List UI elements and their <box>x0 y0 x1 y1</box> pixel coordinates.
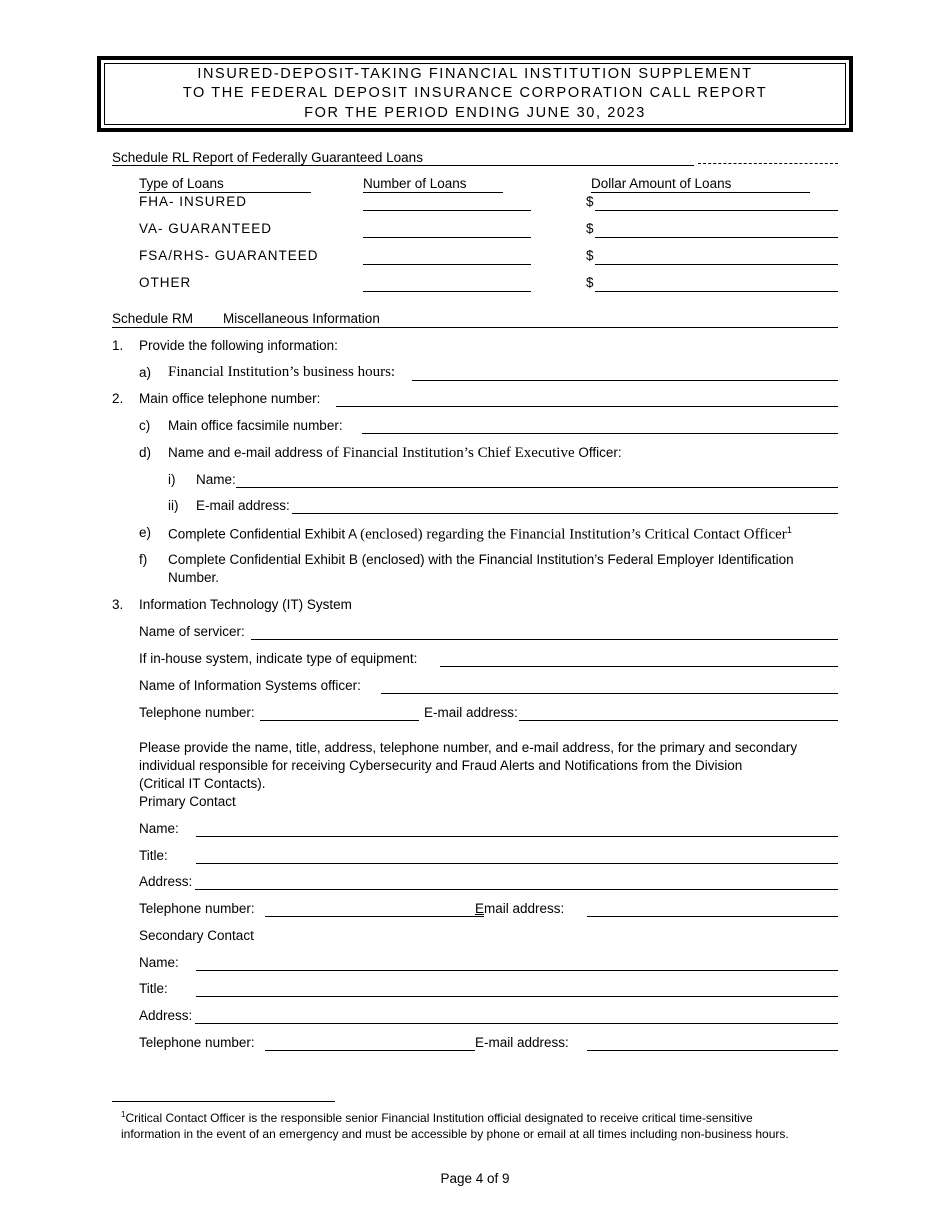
secondary-name-label: Name: <box>139 955 179 970</box>
ceo-name-label: Name: <box>196 472 236 487</box>
q2d-ii-numeral: ii) <box>168 498 179 513</box>
critical-it-para-line3: (Critical IT Contacts). <box>139 776 266 791</box>
secondary-title-label: Title: <box>139 981 168 996</box>
primary-address-field[interactable] <box>195 889 838 890</box>
is-officer-label: Name of Information Systems officer: <box>139 678 361 693</box>
loan-type-va: VA- GUARANTEED <box>139 221 273 236</box>
q2d-letter: d) <box>139 445 152 460</box>
primary-name-field[interactable] <box>196 836 838 837</box>
primary-email-label <box>475 901 564 916</box>
secondary-email-field[interactable] <box>587 1050 838 1051</box>
servicer-field[interactable] <box>251 639 838 640</box>
page-number: Page 4 of 9 <box>440 1171 510 1186</box>
q2d-i-numeral: i) <box>168 472 176 487</box>
main-fax-field[interactable] <box>362 433 838 434</box>
secondary-phone-label: Telephone number: <box>139 1035 255 1050</box>
critical-it-para-line2: individual responsible for receiving Cybersecurity and Fraud Alerts and Notifications from the Division <box>139 758 743 773</box>
q2e-letter: e) <box>139 525 152 540</box>
equipment-field[interactable] <box>440 666 838 667</box>
q1-number: 1. <box>112 338 124 353</box>
business-hours-field[interactable] <box>412 380 838 381</box>
q1-text: Provide the following information: <box>139 338 338 353</box>
primary-title-label: Title: <box>139 848 168 863</box>
primary-title-field[interactable] <box>196 863 838 864</box>
secondary-email-label: E-mail address: <box>475 1035 569 1050</box>
col-type-header: Type of Loans <box>139 176 224 191</box>
it-phone-label: Telephone number: <box>139 705 255 720</box>
q2e-text-a: Complete Confidential Exhibit A <box>168 526 361 542</box>
q2f-text-b: ’s Federal Employer Identification <box>594 552 794 567</box>
col-number-rule <box>363 192 503 193</box>
fha-dollar-sign: $ <box>586 194 594 209</box>
footnote <box>121 1107 841 1142</box>
other-amount-field[interactable] <box>595 291 838 292</box>
secondary-contact-title: Secondary Contact <box>139 928 254 943</box>
q2-number: 2. <box>112 391 124 406</box>
fsa-number-field[interactable] <box>363 264 531 265</box>
loan-type-fsa: FSA/RHS- GUARANTEED <box>139 248 319 263</box>
q3-number: 3. <box>112 597 124 612</box>
fha-number-field[interactable] <box>363 210 531 211</box>
q2f-text-line1 <box>168 552 794 567</box>
col-amount-header: Dollar Amount of Loans <box>591 176 732 191</box>
q2f-text-line2: Number. <box>168 570 220 585</box>
secondary-address-field[interactable] <box>195 1023 838 1024</box>
va-amount-field[interactable] <box>595 237 838 238</box>
secondary-name-field[interactable] <box>196 970 838 971</box>
q2-label: Main office telephone number: <box>139 391 321 406</box>
q2e-text <box>168 525 792 544</box>
q2d-text-c: Officer: <box>578 445 622 460</box>
schedule-rl-title-rule <box>112 165 694 166</box>
header-line-2: TO THE FEDERAL DEPOSIT INSURANCE CORPORATION CALL REPORT <box>182 85 768 102</box>
loan-type-other: OTHER <box>139 275 192 290</box>
va-dollar-sign: $ <box>586 221 594 236</box>
footnote-line2: information in the event of an emergency and must be accessible by phone or email at all times including non-business hours. <box>121 1127 789 1141</box>
q2d-text <box>168 445 622 462</box>
q2d-text-b: of Financial Institution’s Chief Executive <box>326 445 579 461</box>
secondary-title-field[interactable] <box>196 996 838 997</box>
it-email-field[interactable] <box>519 720 838 721</box>
fha-amount-field[interactable] <box>595 210 838 211</box>
primary-email-field[interactable] <box>587 916 838 917</box>
schedule-rm-rule <box>112 327 838 328</box>
q2d-text-a: Name and e-mail address <box>168 445 327 460</box>
col-type-rule <box>139 192 311 193</box>
primary-phone-label: Telephone number: <box>139 901 255 916</box>
primary-contact-title: Primary Contact <box>139 794 236 809</box>
q1a-label: Financial Institution’s business hours: <box>168 364 396 380</box>
ceo-email-label: E-mail address: <box>196 498 290 513</box>
va-number-field[interactable] <box>363 237 531 238</box>
secondary-address-label: Address: <box>139 1008 193 1023</box>
schedule-rl-blank[interactable] <box>698 163 838 164</box>
ceo-name-field[interactable] <box>236 487 838 488</box>
primary-name-label: Name: <box>139 821 179 836</box>
main-phone-field[interactable] <box>336 406 838 407</box>
primary-address-label: Address: <box>139 874 193 889</box>
q3-title: Information Technology (IT) System <box>139 597 352 612</box>
equipment-label: If in-house system, indicate type of equipment: <box>139 651 418 666</box>
q2c-label: Main office facsimile number: <box>168 418 343 433</box>
q2f-text-a: Complete Confidential Exhibit B (enclosed) with the Financial Institution <box>168 552 595 567</box>
is-officer-field[interactable] <box>381 693 838 694</box>
footnote-rule <box>112 1101 335 1102</box>
secondary-phone-field[interactable] <box>265 1050 475 1051</box>
header-inner <box>104 63 846 125</box>
header-line-3: FOR THE PERIOD ENDING JUNE 30, 2023 <box>304 104 646 121</box>
critical-it-para-line1: Please provide the name, title, address, telephone number, and e-mail address, for the primary and secondary <box>139 740 798 755</box>
primary-email-label-e: E <box>475 901 485 916</box>
footnote-marker: 1 <box>121 1110 126 1119</box>
col-number-header: Number of Loans <box>363 176 467 191</box>
ceo-email-field[interactable] <box>292 513 838 514</box>
header-box <box>97 56 853 132</box>
footnote-ref: 1 <box>786 525 792 535</box>
q2e-text-b: (enclosed) regarding the Financial Institution’s Critical Contact Officer <box>360 526 787 543</box>
primary-email-label-rest: mail address: <box>484 901 565 916</box>
loan-type-fha: FHA- INSURED <box>139 194 248 209</box>
q2c-letter: c) <box>139 418 151 433</box>
primary-phone-field[interactable] <box>265 916 484 917</box>
it-email-label: E-mail address: <box>424 705 518 720</box>
it-phone-field[interactable] <box>260 720 419 721</box>
fsa-dollar-sign: $ <box>586 248 594 263</box>
other-number-field[interactable] <box>363 291 531 292</box>
col-amount-rule <box>591 192 810 193</box>
q1a-letter: a) <box>139 365 152 380</box>
schedule-rm-title: Miscellaneous Information <box>223 311 380 326</box>
schedule-rm-code: Schedule RM <box>112 311 194 326</box>
servicer-label: Name of servicer: <box>139 624 245 639</box>
footnote-line1 <box>121 1107 841 1126</box>
q2f-letter: f) <box>139 552 148 567</box>
footnote-line1-text: Critical Contact Officer is the responsible senior Financial Institution official designated to receive critical time-sensitive <box>125 1111 753 1125</box>
header-line-1: INSURED-DEPOSIT-TAKING FINANCIAL INSTITUTION SUPPLEMENT <box>197 65 753 82</box>
schedule-rl-title: Schedule RL Report of Federally Guaranteed Loans <box>112 150 423 165</box>
other-dollar-sign: $ <box>586 275 594 290</box>
fsa-amount-field[interactable] <box>595 264 838 265</box>
